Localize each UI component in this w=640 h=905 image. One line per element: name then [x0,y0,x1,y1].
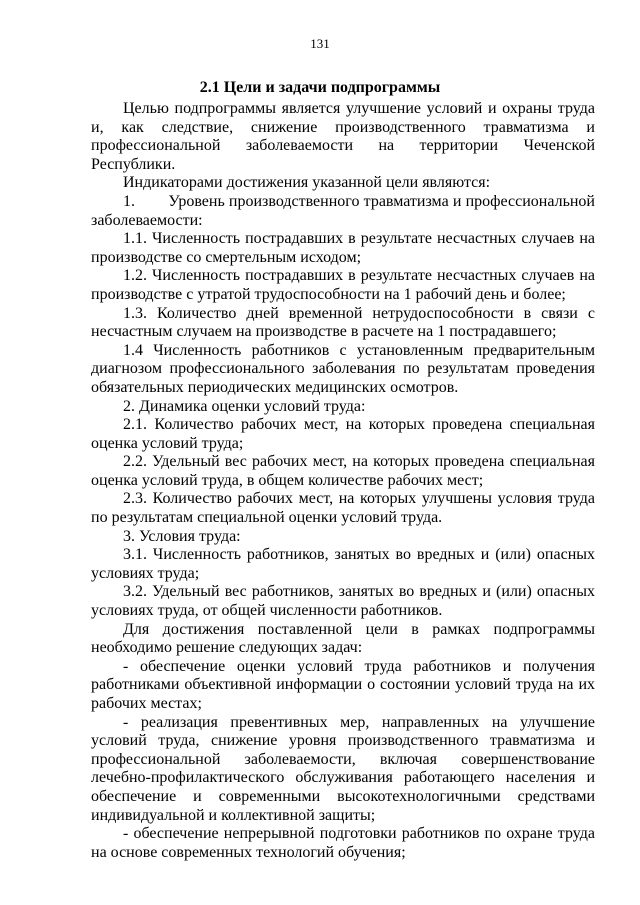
paragraph-indicator-1-4: 1.4 Численность работников с установленным предварительным диагнозом профессионального заболевания по результатам проведения обязательных периодических медицинских осмотров. [91,341,595,396]
paragraph-indicator-3-2: 3.2. Удельный вес работников, занятых во вредных и (или) опасных условиях труда, от общей численности работников. [91,583,595,620]
paragraph-task-3: - обеспечение непрерывной подготовки работников по охране труда на основе современных технологий обучения; [91,825,595,861]
paragraph-task-2: - реализация превентивных мер, направленных на улучшение условий труда, снижение уровня производственного травматизма и профессиональной заболеваемости, включая совершенствование лечебно-профилактического обслуживания работающего населения и обеспечение и современными высокотехнологичными средствами индивидуальной и коллективной защиты; [91,713,595,824]
paragraph-goal: Целью подпрограммы является улучшение условий и охраны труда и, как следствие, снижение производственного травматизма и профессиональной заболеваемости на территории Чеченской Республики. [91,100,595,173]
section-heading: 2.1 Цели и задачи подпрограммы [199,79,441,96]
paragraph-indicator-2: 2. Динамика оценки условий труда: [123,397,366,415]
document-body [91,100,595,862]
page-number: 131 [310,36,330,51]
paragraph-indicator-3-1: 3.1. Численность работников, занятых во вредных и (или) опасных условиях труда; [91,546,595,582]
paragraph-indicators-intro: Индикаторами достижения указанной цели являются: [123,174,491,192]
paragraph-indicator-1-1: 1.1. Численность пострадавших в результате несчастных случаев на производстве со смертельным исходом; [91,230,595,266]
paragraph-indicator-2-2: 2.2. Удельный вес рабочих мест, на которых проведена специальная оценка условий труда, в общем количестве рабочих мест; [91,453,595,489]
paragraph-indicator-2-3: 2.3. Количество рабочих мест, на которых улучшены условия труда по результатам специальной оценки условий труда. [91,490,595,527]
paragraph-indicator-2-1: 2.1. Количество рабочих мест, на которых проведена специальная оценка условий труда; [91,416,595,452]
paragraph-tasks-intro: Для достижения поставленной цели в рамках подпрограммы необходимо решение следующих задач: [91,620,595,657]
paragraph-indicator-1: 1. Уровень производственного травматизма и профессиональной заболеваемости: [91,192,595,229]
paragraph-task-1: - обеспечение оценки условий труда работников и получения работниками объективной информации о состоянии условий труда на их рабочих местах; [91,657,595,712]
paragraph-indicator-1-2: 1.2. Численность пострадавших в результате несчастных случаев на производстве с утратой трудоспособности на 1 рабочий день и более; [91,267,595,303]
paragraph-indicator-1-3: 1.3. Количество дней временной нетрудоспособности в связи с несчастным случаем на производстве в расчете на 1 пострадавшего; [91,304,595,341]
paragraph-indicator-3: 3. Условия труда: [123,527,241,545]
